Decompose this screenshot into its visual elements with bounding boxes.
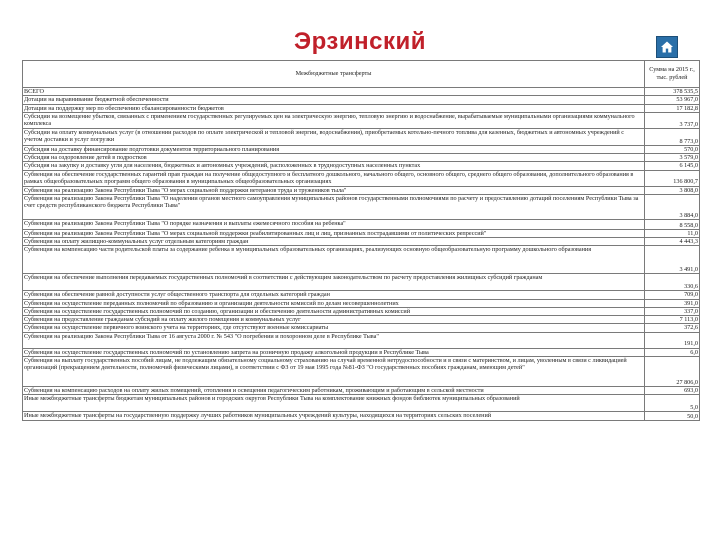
row-amount: 3 808,0 [645, 186, 700, 194]
table-row [23, 162, 700, 170]
row-amount: 27 806,0 [645, 356, 700, 386]
row-label: Субсидия на закупку и доставку угля для населения, бюджетных и автономных учреждений, расположенных в труднодоступных населенных пунктах [23, 162, 645, 170]
row-amount: 53 967,0 [645, 96, 700, 104]
row-label: Субвенция на осуществление переданных полномочий по образованию и организации деятельности комиссий по делам несовершеннолетних [23, 299, 645, 307]
column-header-amount [645, 61, 700, 88]
table-row [23, 274, 700, 291]
table-row [23, 112, 700, 128]
table-header-row [23, 61, 700, 88]
transfers-table [22, 60, 700, 421]
row-amount: 378 535,5 [645, 88, 700, 96]
row-label: Дотации на выравнивание бюджетной обеспеченности [23, 96, 645, 104]
row-amount: 337,0 [645, 307, 700, 315]
table-row [23, 246, 700, 274]
row-amount: 4 443,3 [645, 238, 700, 246]
row-amount: 17 182,8 [645, 104, 700, 112]
table-row [23, 332, 700, 348]
row-label: Субвенция на реализацию Закона Республики Тыва "О мерах социальной поддержки ветеранов труда и тружеников тыла" [23, 186, 645, 194]
row-amount: 8 558,0 [645, 219, 700, 229]
row-amount: 8 773,0 [645, 128, 700, 145]
row-amount: 372,6 [645, 324, 700, 332]
table-row [23, 154, 700, 162]
amount-header-line1: Сумма на 2015 г., [649, 65, 695, 73]
home-icon [660, 40, 674, 54]
row-amount: 330,6 [645, 274, 700, 291]
row-amount: 3 737,0 [645, 112, 700, 128]
table-row [23, 194, 700, 219]
row-label: Дотации на поддержку мер по обеспечению сбалансированности бюджетов [23, 104, 645, 112]
row-label: Иные межбюджетные трансферты на государственную поддержку лучших работников муниципальных учреждений культуры, находящихся на территориях сельских поселений [23, 412, 645, 421]
row-label: Субвенция на оплату жилищно-коммунальных услуг отдельным категориям граждан [23, 238, 645, 246]
table-row [23, 238, 700, 246]
row-label: Субвенция на реализацию Закона Республики Тыва "О наделении органов местного самоуправления муниципальных районов государственными полномочиями по расчету и предоставлению дотаций поселениям Республики Тыва за счет средств республиканского бюджета Республики Тыва" [23, 194, 645, 219]
table-row [23, 324, 700, 332]
table-row [23, 128, 700, 145]
table-row [23, 96, 700, 104]
row-label: Субсидии на возмещение убытков, связанных с применением государственных регулируемых цен на электрическую энергию, тепловую энергию и водоснабжение, вырабатываемые муниципальными организациями коммунального комплекса [23, 112, 645, 128]
table-row [23, 186, 700, 194]
row-amount: 7 113,0 [645, 316, 700, 324]
row-label: Иные межбюджетные трансферты бюджетам муниципальных районов и городских округов Республики Тыва на комплектование книжных фондов библиотек муниципальных образований [23, 395, 645, 412]
row-amount: 3 884,0 [645, 194, 700, 219]
table-row [23, 88, 700, 96]
row-amount: 5,0 [645, 395, 700, 412]
row-amount: 136 800,7 [645, 170, 700, 186]
table-row [23, 412, 700, 421]
row-label: Субвенция на осуществление первичного воинского учета на территориях, где отсутствуют военные комиссариаты [23, 324, 645, 332]
table-row [23, 395, 700, 412]
table-row [23, 219, 700, 229]
row-label: Субвенция на обеспечение государственных гарантий прав граждан на получение общедоступного и бесплатного дошкольного, начального общего, основного общего, среднего общего образования, дополнительного образования в рамках общеобразовательных программ общего образования в муниципальных общеобразовательных организациях [23, 170, 645, 186]
row-label: Субвенция на осуществление государственных полномочий по созданию, организации и обеспечению деятельности административных комиссий [23, 307, 645, 315]
row-label: Субвенция на реализацию Закона Республики Тыва "О порядке назначения и выплаты ежемесячного пособия на ребенка" [23, 219, 645, 229]
row-label: Субвенция на осуществление государственных полномочий по установлению запрета на розничную продажу алкогольной продукции в Республике Тыва [23, 348, 645, 356]
row-amount: 6,0 [645, 348, 700, 356]
row-label: Субвенция на предоставление гражданам субсидий на оплату жилого помещения и коммунальных услуг [23, 316, 645, 324]
row-label: Субсидия на доставку финансирование подготовки документов территориального планирования [23, 145, 645, 153]
column-header-transfers: Межбюджетные трансферты [23, 61, 645, 88]
row-label: Субвенция на компенсацию части родительской платы за содержание ребенка в муниципальных образовательных организациях, реализующих основную общеобразовательную программу дошкольного образования [23, 246, 645, 274]
row-amount: 391,0 [645, 299, 700, 307]
table-row [23, 145, 700, 153]
row-label: Субвенция на компенсацию расходов на оплату жилых помещений, отопления и освещения педагогическим работникам, проживающим и работающим в сельской местности [23, 386, 645, 394]
row-amount: 3 491,0 [645, 246, 700, 274]
table-row [23, 386, 700, 394]
row-label: Субсидии на оплату коммунальных услуг (в отношении расходов по оплате электрической и тепловой энергии, водоснабжения), приобретаемых котельно-печного топлива для казенных, бюджетных и автономных учреждений с учетом доставки и услуг погрузки [23, 128, 645, 145]
row-label: Субвенция на реализацию Закона Республики Тыва "О мерах социальной поддержки реабилитированных лиц и лиц, признанных пострадавшими от политических репрессий" [23, 229, 645, 237]
table-row [23, 348, 700, 356]
row-label: Субвенция на обеспечение выполнения передаваемых государственных полномочий в соответствии с действующим законодательством по расчету предоставления жилищных субсидий гражданам [23, 274, 645, 291]
page-title: Эрзинский [294, 28, 426, 55]
table-row [23, 104, 700, 112]
table-row [23, 299, 700, 307]
row-amount: 6 145,0 [645, 162, 700, 170]
row-label: Субвенция на обеспечение равной доступности услуг общественного транспорта для отдельных категорий граждан [23, 291, 645, 299]
row-label: ВСЕГО [23, 88, 645, 96]
table-row [23, 316, 700, 324]
table-row [23, 291, 700, 299]
table-row [23, 229, 700, 237]
row-amount: 191,0 [645, 332, 700, 348]
row-amount: 570,0 [645, 145, 700, 153]
row-label: Субвенция на выплату государственных пособий лицам, не подлежащим обязательному социальному страхованию на случай временной нетрудоспособности и в связи с материнством, и лицам, уволенным в связи с ликвидацией организаций (прекращением деятельности, полномочий физическими лицами), в соответствии с ФЗ от 19 мая 1995 года №81-ФЗ "О государственных пособиях гражданам, имеющим детей" [23, 356, 645, 386]
row-amount: 709,0 [645, 291, 700, 299]
table-row [23, 307, 700, 315]
row-label: Субсидия на оздоровление детей в подростков [23, 154, 645, 162]
row-amount: 693,0 [645, 386, 700, 394]
table-row [23, 356, 700, 386]
amount-header-line2: тыс. рублей [656, 74, 688, 81]
row-amount: 50,0 [645, 412, 700, 421]
home-button[interactable] [656, 36, 678, 58]
row-amount: 3 579,0 [645, 154, 700, 162]
row-label: Субвенция на реализацию Закона Республики Тыва от 16 августа 2000 г. № 543 "О погребении и похоронном деле в Республике Тыва" [23, 332, 645, 348]
row-amount: 11,0 [645, 229, 700, 237]
table-row [23, 170, 700, 186]
